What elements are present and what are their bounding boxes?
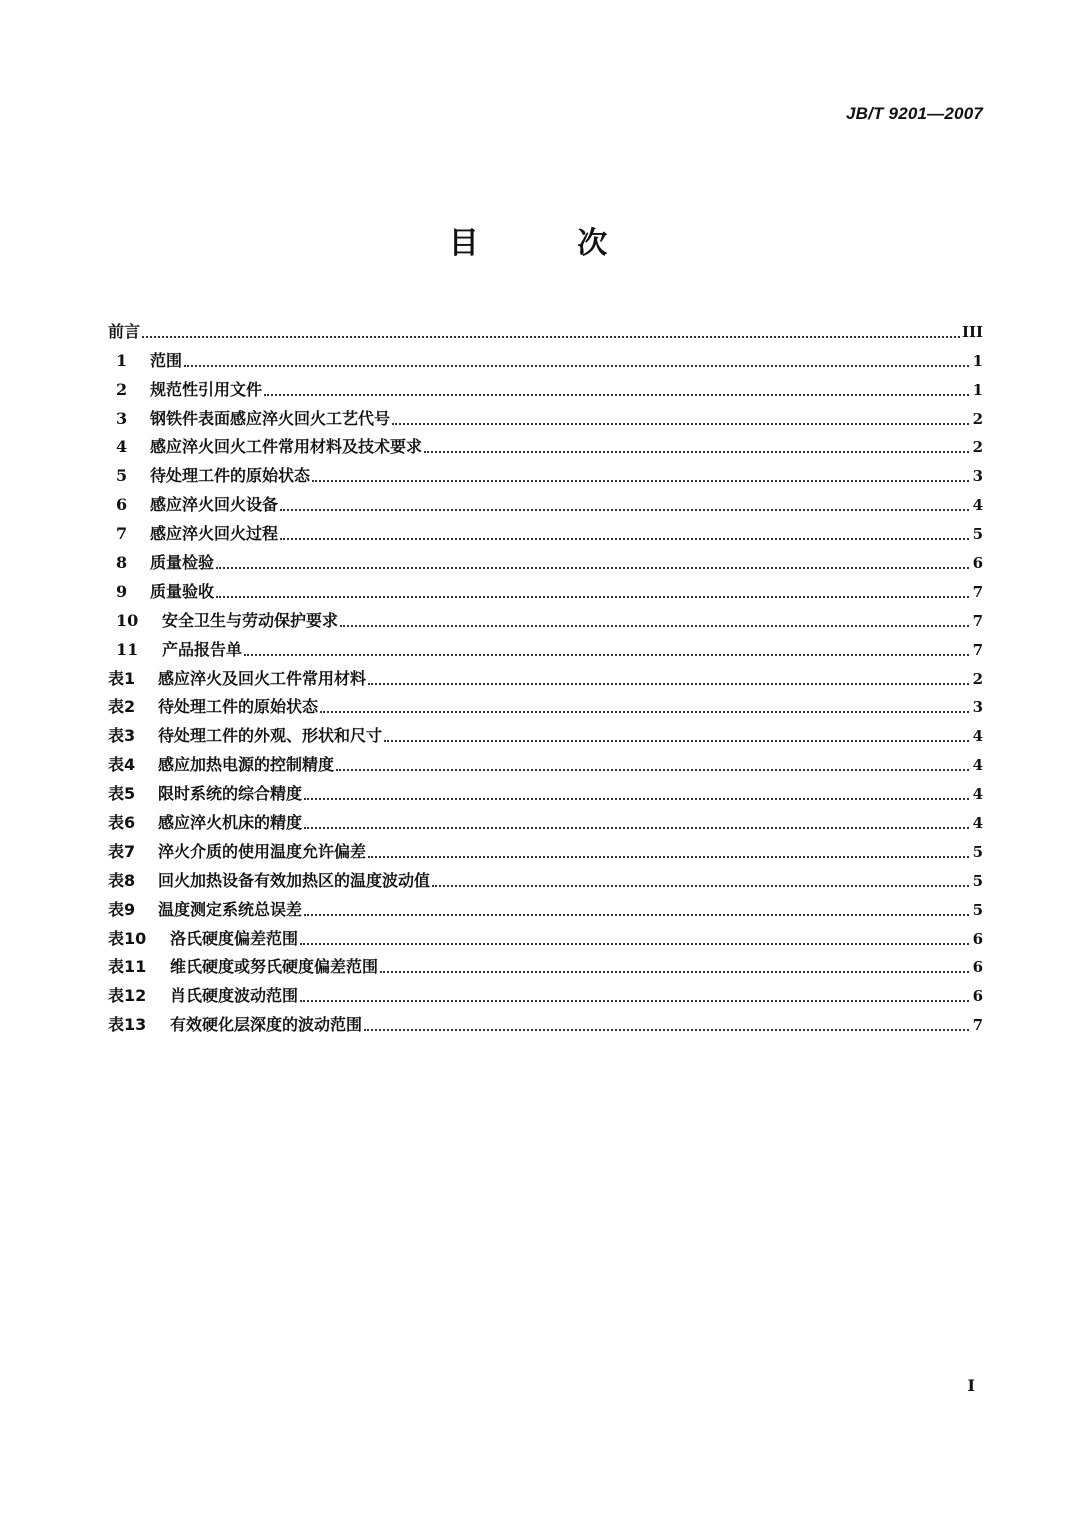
dot-leader	[304, 913, 969, 916]
toc-entry-section[interactable]	[108, 573, 983, 602]
toc-entry-page: 3	[972, 467, 983, 486]
toc-entry-label: 安全卫生与劳动保护要求	[162, 610, 339, 630]
section-number: 8	[116, 553, 128, 573]
table-number: 表7	[108, 841, 136, 861]
toc-entry-section[interactable]	[108, 400, 983, 429]
toc-entry-page: 5	[972, 871, 983, 890]
section-number: 10	[116, 610, 139, 630]
toc-entry-table[interactable]	[108, 862, 983, 891]
toc-entry-page: 7	[972, 1016, 983, 1035]
section-number: 2	[116, 379, 128, 399]
toc-entry-page: 4	[972, 814, 983, 833]
dot-leader	[280, 508, 969, 511]
table-number: 表13	[108, 1015, 147, 1035]
dot-leader	[300, 942, 969, 945]
toc-entry-table[interactable]	[108, 689, 983, 718]
toc-entry-foreword[interactable]	[108, 313, 983, 342]
dot-leader	[432, 884, 969, 887]
dot-leader	[216, 566, 969, 569]
table-number: 表5	[108, 784, 136, 804]
section-number: 6	[116, 495, 128, 515]
dot-leader	[264, 393, 969, 396]
toc-entry-table[interactable]	[108, 660, 983, 689]
toc-entry-label: 感应加热电源的控制精度	[158, 755, 335, 775]
toc-entry-page: 1	[972, 351, 983, 370]
dot-leader	[384, 739, 969, 742]
toc-entry-page: 6	[972, 554, 983, 573]
toc-entry-label: 感应淬火回火工件常用材料及技术要求	[150, 437, 423, 457]
dot-leader	[216, 595, 969, 598]
toc-entry-section[interactable]	[108, 486, 983, 515]
toc-entry-table[interactable]	[108, 977, 983, 1006]
dot-leader	[320, 710, 969, 713]
section-number: 1	[116, 350, 128, 370]
dot-leader	[368, 855, 969, 858]
table-number: 表6	[108, 813, 136, 833]
toc-entry-section[interactable]	[108, 544, 983, 573]
toc-entry-label: 温度测定系统总误差	[158, 899, 303, 919]
toc-entry-page: 4	[972, 756, 983, 775]
table-number: 表4	[108, 755, 136, 775]
toc-entry-page: 2	[972, 669, 983, 688]
toc-entry-label: 前言	[108, 321, 141, 341]
table-number: 表9	[108, 899, 136, 919]
section-number: 5	[116, 466, 128, 486]
toc-entry-table[interactable]	[108, 746, 983, 775]
toc-entry-page: 5	[972, 525, 983, 544]
toc-entry-page: 3	[972, 698, 983, 717]
dot-leader	[300, 999, 969, 1002]
toc-entry-page: 5	[972, 900, 983, 919]
toc-entry-page: III	[961, 322, 983, 341]
toc-entry-label: 待处理工件的原始状态	[158, 697, 319, 717]
toc-entry-label: 钢铁件表面感应淬火回火工艺代号	[150, 408, 391, 428]
toc-entry-table[interactable]	[108, 717, 983, 746]
toc-entry-table[interactable]	[108, 891, 983, 920]
dot-leader	[340, 624, 969, 627]
toc-entry-page: 4	[972, 727, 983, 746]
toc-entry-label: 范围	[150, 350, 183, 370]
table-of-contents	[108, 313, 983, 1035]
toc-entry-label: 产品报告单	[162, 639, 243, 659]
section-number: 7	[116, 524, 128, 544]
dot-leader	[142, 335, 960, 338]
toc-entry-label: 洛氏硬度偏差范围	[170, 928, 299, 948]
toc-entry-label: 质量检验	[150, 553, 215, 573]
table-number: 表12	[108, 986, 147, 1006]
toc-entry-page: 6	[972, 958, 983, 977]
dot-leader	[312, 479, 969, 482]
dot-leader	[304, 826, 969, 829]
dot-leader	[364, 1028, 969, 1031]
section-number: 4	[116, 437, 128, 457]
toc-entry-label: 感应淬火及回火工件常用材料	[158, 668, 367, 688]
toc-entry-label: 待处理工件的外观、形状和尺寸	[158, 726, 383, 746]
toc-entry-section[interactable]	[108, 602, 983, 631]
table-number: 表10	[108, 928, 147, 948]
toc-entry-table[interactable]	[108, 1006, 983, 1035]
toc-entry-page: 7	[972, 640, 983, 659]
toc-entry-page: 6	[972, 987, 983, 1006]
toc-entry-label: 质量验收	[150, 581, 215, 601]
toc-entry-table[interactable]	[108, 833, 983, 862]
toc-entry-section[interactable]	[108, 429, 983, 458]
toc-entry-section[interactable]	[108, 371, 983, 400]
table-number: 表2	[108, 697, 136, 717]
dot-leader	[392, 422, 969, 425]
toc-entry-section[interactable]	[108, 631, 983, 660]
toc-entry-label: 感应淬火回火过程	[150, 524, 279, 544]
dot-leader	[184, 364, 969, 367]
toc-entry-label: 限时系统的综合精度	[158, 784, 303, 804]
dot-leader	[304, 797, 969, 800]
toc-entry-table[interactable]	[108, 804, 983, 833]
table-number: 表1	[108, 668, 136, 688]
toc-entry-section[interactable]	[108, 457, 983, 486]
dot-leader	[280, 537, 969, 540]
toc-entry-table[interactable]	[108, 775, 983, 804]
toc-entry-page: 4	[972, 785, 983, 804]
toc-entry-page: 4	[972, 496, 983, 515]
page-number: I	[967, 1376, 975, 1395]
dot-leader	[380, 970, 969, 973]
dot-leader	[336, 768, 969, 771]
table-number: 表3	[108, 726, 136, 746]
toc-entry-label: 淬火介质的使用温度允许偏差	[158, 841, 367, 861]
standard-code: JB/T 9201—2007	[846, 104, 983, 123]
dot-leader	[244, 653, 969, 656]
toc-entry-section[interactable]	[108, 515, 983, 544]
toc-entry-label: 有效硬化层深度的波动范围	[170, 1015, 363, 1035]
toc-entry-table[interactable]	[108, 949, 983, 978]
toc-entry-table[interactable]	[108, 920, 983, 949]
table-number: 表11	[108, 957, 147, 977]
toc-entry-page: 1	[972, 380, 983, 399]
section-number: 3	[116, 408, 128, 428]
toc-entry-page: 6	[972, 929, 983, 948]
toc-entry-section[interactable]	[108, 342, 983, 371]
toc-entry-label: 规范性引用文件	[150, 379, 263, 399]
page-title: 目 次	[448, 226, 652, 261]
table-number: 表8	[108, 870, 136, 890]
toc-entry-label: 感应淬火机床的精度	[158, 813, 303, 833]
toc-entry-label: 肖氏硬度波动范围	[170, 986, 299, 1006]
dot-leader	[424, 450, 969, 453]
toc-entry-page: 2	[972, 438, 983, 457]
toc-entry-label: 待处理工件的原始状态	[150, 466, 311, 486]
toc-entry-page: 7	[972, 582, 983, 601]
section-number: 11	[116, 639, 139, 659]
toc-entry-page: 7	[972, 611, 983, 630]
toc-entry-label: 维氏硬度或努氏硬度偏差范围	[170, 957, 379, 977]
dot-leader	[368, 682, 969, 685]
toc-entry-label: 回火加热设备有效加热区的温度波动值	[158, 870, 431, 890]
toc-entry-label: 感应淬火回火设备	[150, 495, 279, 515]
toc-entry-page: 5	[972, 842, 983, 861]
toc-entry-page: 2	[972, 409, 983, 428]
section-number: 9	[116, 581, 128, 601]
